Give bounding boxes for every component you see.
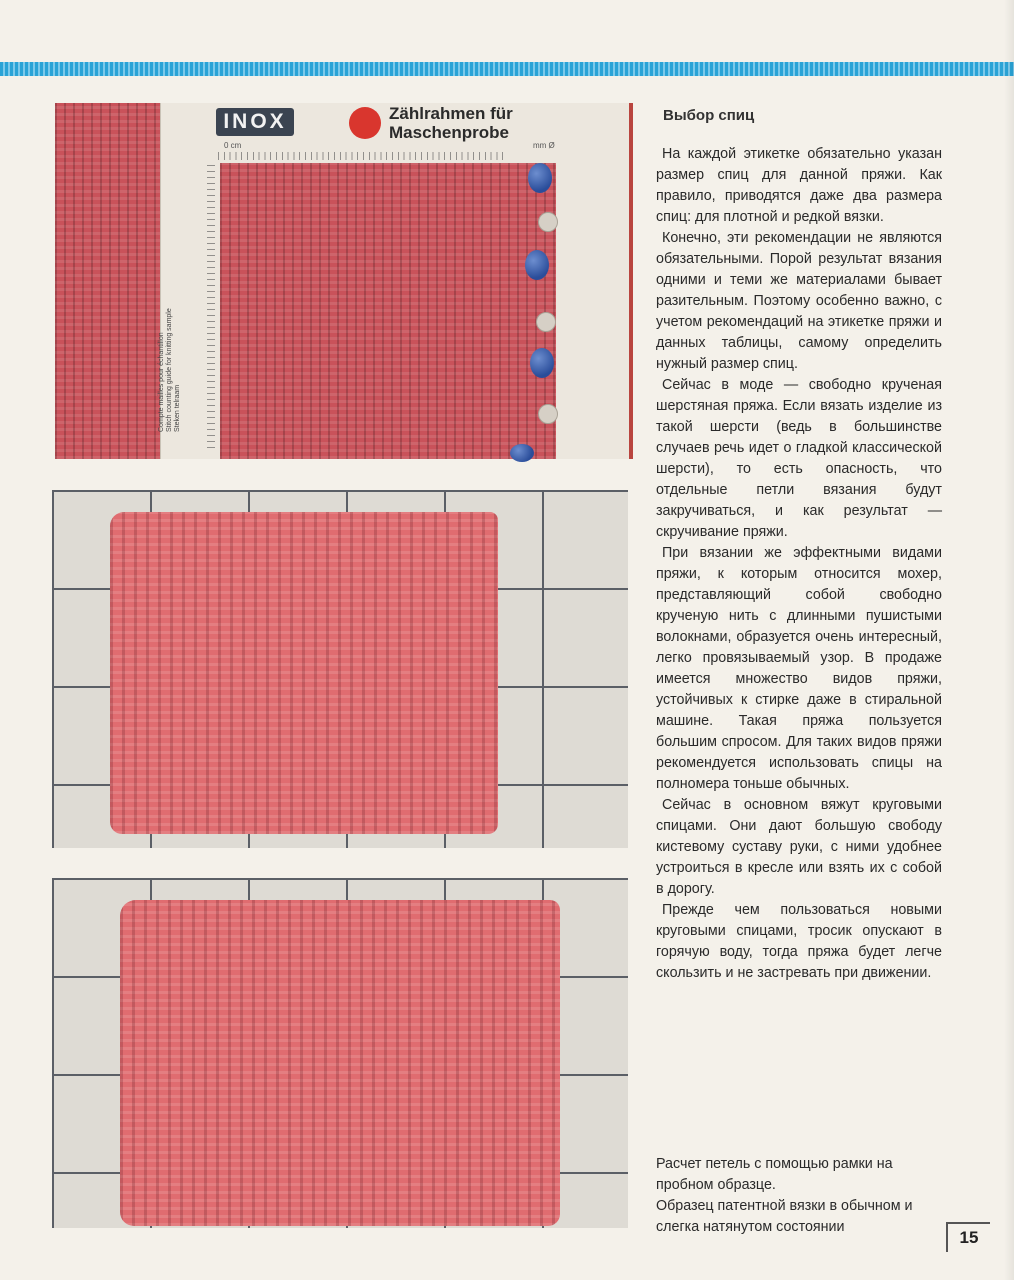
article-paragraph: На каждой этикетке обязательно указан размер спиц для данной пряжи. Как правило, приводятся даже два размера спиц: для плотной и редкой вязки.: [656, 146, 942, 225]
needle-gauge-hole: [536, 312, 556, 332]
article-heading: Выбор спиц: [663, 107, 755, 124]
article-paragraph: Конечно, эти рекомендации не являются обязательными. Порой результат вязания одними и теми же материалами бывает разительным. Поэтому особенно важно, с учетом рекомендаций на этикетке пряжи и данных таблицы, самому определить нужный размер спиц.: [656, 230, 942, 372]
caption-rib-sample: Образец патентной вязки в обычном и слегка натянутом состоянии: [656, 1198, 913, 1235]
frame-title: [389, 104, 539, 142]
frame-title-line2: Maschenprobe: [389, 123, 509, 142]
ruler-top-ticks: [218, 152, 508, 160]
ruler-left-ticks: [207, 163, 215, 448]
photo-captions: [656, 1154, 942, 1238]
needle-gauge-hole: [538, 404, 558, 424]
frame-unit-cm: 0 cm: [224, 141, 242, 150]
article-paragraph: Сейчас в основном вяжут круговыми спицами. Они дают большую свободу кистевому суставу руки, с ними удобнее устроиться в кресле или взять их с собой в дорогу.: [656, 797, 942, 897]
frame-unit-mm: mm Ø: [533, 141, 555, 150]
knit-rib-sample-stretched: [120, 900, 560, 1226]
pin-icon: [530, 348, 554, 378]
pin-icon: [525, 250, 549, 280]
frame-side-text-nl: Steken telraam: [174, 384, 181, 432]
brand-dot-icon: [349, 107, 381, 139]
frame-side-text-fr: Compte mailles pour échantillon: [158, 332, 165, 432]
brand-badge: INOX: [216, 108, 294, 136]
article-column: [656, 107, 942, 984]
caption-counting-frame: Расчет петель с помощью рамки на пробном образце.: [656, 1156, 893, 1193]
article-paragraph: При вязании же эффектными видами пряжи, к которым относится мохер, представляющий собой свободно крученую нить с длинными пушистыми волокнами, образуется очень интересный, легко провязываемый узор. В продаже имеется множество видов пряжи, устойчивых к стирке даже в стиральной машине. Такая пряжа пользуется большим спросом. Для таких видов пряжи рекомендуется использовать спицы на полномера тоньше обычных.: [656, 545, 942, 792]
photo-rib-sample-normal: [52, 490, 628, 848]
frame-title-line1: Zählrahmen für: [389, 104, 513, 123]
frame-side-text-en: Stitch counting guide for knitting sample: [166, 308, 173, 432]
needle-gauge-hole: [538, 212, 558, 232]
top-decorative-stripe: [0, 62, 1014, 76]
article-paragraph: Сейчас в моде — свободно крученая шерстяная пряжа. Если вязать изделие из такой шерсти (ведь в большинстве случаев речь идет о гладкой классической шерсти), то есть опасность, что отдельные петли вязания будут закручиваться, и как результат — скручивание пряжи.: [656, 377, 942, 540]
photo-rib-sample-stretched: [52, 878, 628, 1228]
knit-rib-sample: [110, 512, 498, 834]
knit-sample-window: [220, 163, 556, 459]
article-paragraph: Прежде чем пользоваться новыми круговыми спицами, тросик опускают в горячую воду, тогда пряжа будет легче скользить и не застревать при движении.: [656, 902, 942, 981]
frame-side-text: [158, 282, 182, 432]
page-number: 15: [946, 1222, 990, 1252]
page-edge-shadow: [1004, 0, 1014, 1280]
pin-icon: [528, 163, 552, 193]
pin-icon: [510, 444, 534, 462]
knit-sample-left-edge: [55, 103, 160, 459]
